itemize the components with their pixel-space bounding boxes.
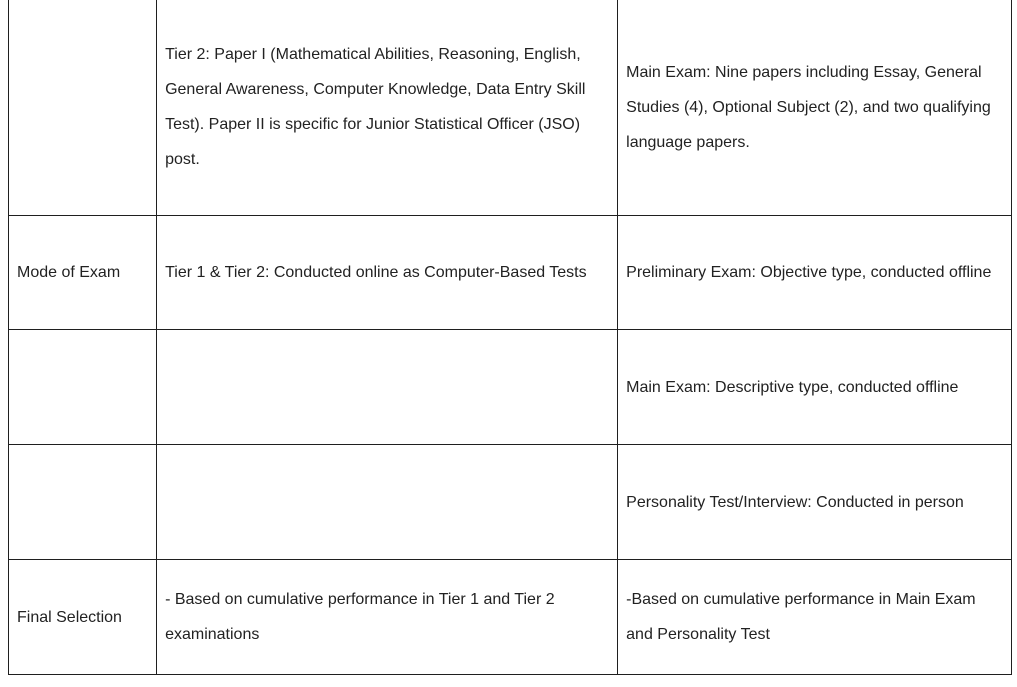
ssc-cell bbox=[157, 445, 618, 560]
row-label-cell bbox=[9, 330, 157, 445]
table-row bbox=[9, 216, 1012, 330]
ssc-cell: Tier 1 & Tier 2: Conducted online as Computer-Based Tests bbox=[157, 216, 618, 330]
ssc-cell: Tier 2: Paper I (Mathematical Abilities, Reasoning, English, General Awareness, Computer Knowledge, Data Entry Skill Test). Paper II is specific for Junior Statistical Officer (JSO) post. bbox=[157, 0, 618, 216]
table-row bbox=[9, 0, 1012, 216]
upsc-cell: Personality Test/Interview: Conducted in person bbox=[618, 445, 1012, 560]
row-label-cell: Mode of Exam bbox=[9, 216, 157, 330]
row-label-cell bbox=[9, 445, 157, 560]
row-label-cell bbox=[9, 0, 157, 216]
upsc-cell: Main Exam: Nine papers including Essay, General Studies (4), Optional Subject (2), and two qualifying language papers. bbox=[618, 0, 1012, 216]
table-row bbox=[9, 330, 1012, 445]
row-label-cell: Final Selection bbox=[9, 560, 157, 675]
ssc-cell: - Based on cumulative performance in Tier 1 and Tier 2 examinations bbox=[157, 560, 618, 675]
upsc-cell: -Based on cumulative performance in Main Exam and Personality Test bbox=[618, 560, 1012, 675]
upsc-cell: Preliminary Exam: Objective type, conducted offline bbox=[618, 216, 1012, 330]
table-row bbox=[9, 445, 1012, 560]
ssc-cell bbox=[157, 330, 618, 445]
upsc-cell: Main Exam: Descriptive type, conducted offline bbox=[618, 330, 1012, 445]
table-row bbox=[9, 560, 1012, 675]
comparison-table bbox=[8, 0, 1012, 675]
